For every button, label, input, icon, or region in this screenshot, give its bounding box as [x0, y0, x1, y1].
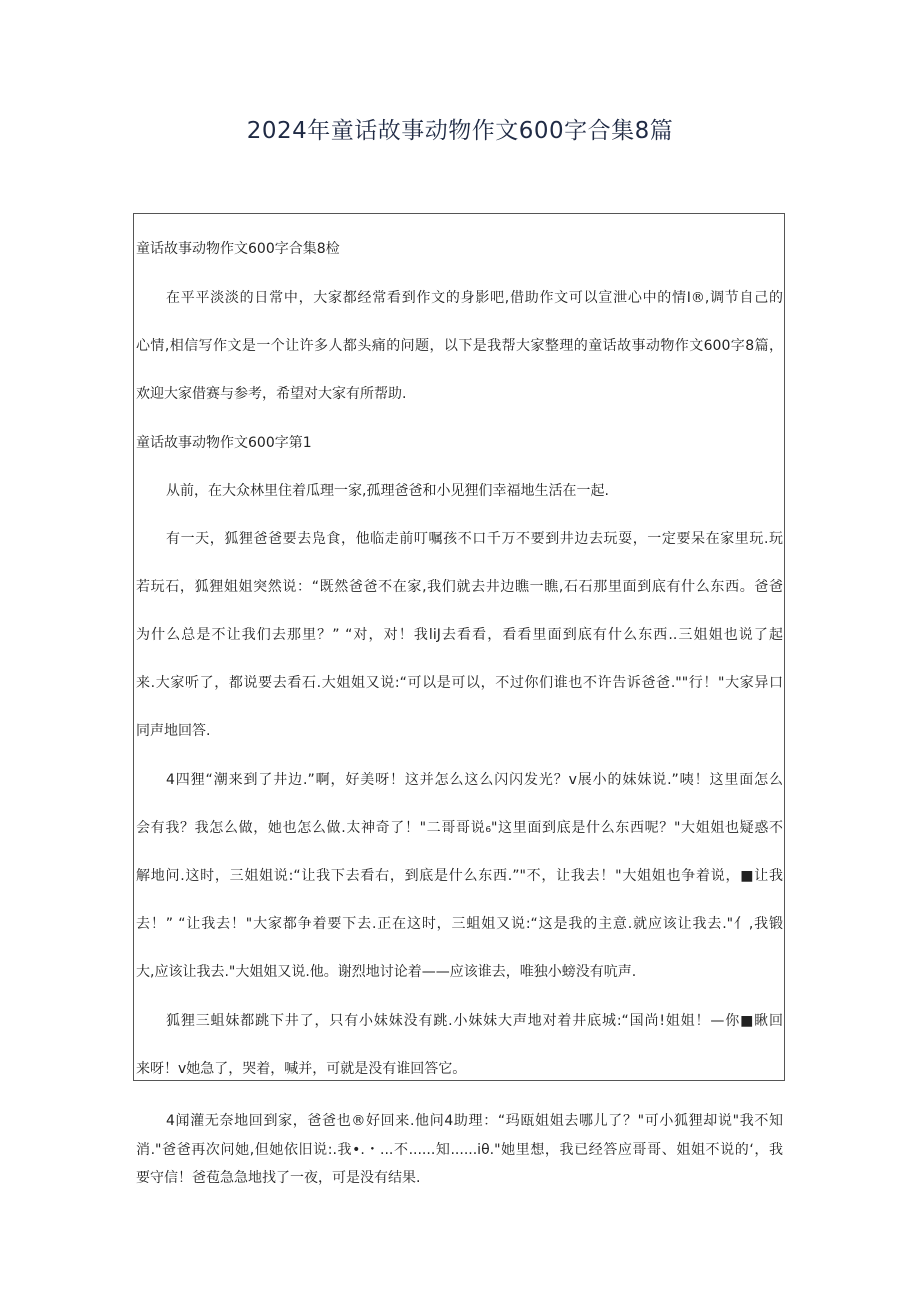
paragraph-2-line-1: 有一天，狐狸爸爸要去凫食，他临走前叮嘱孩不口千万不要到井边去玩耍，一定要呆在家里玩.玩 [166, 531, 783, 547]
intro-line-3: 欢迎大家借赛与参考，希望对大家有所帮助. [136, 386, 407, 402]
box-heading: 童话故事动物作文600字合集8检 [136, 241, 340, 257]
paragraph-5-line-3: 要守信！爸苞急急地找了一夜，可是没有结果. [136, 1170, 421, 1186]
document-title: 2024年童话故事动物作文600字合集8篇 [246, 118, 674, 144]
paragraph-4-line-1: 狐狸三蛆妹都跳下井了，只有小妹妹没有跳.小妹妹大声地对着井底城:“国尚!姐姐！—你■瞅回 [166, 1013, 783, 1029]
paragraph-2-line-5: 同声地回答. [136, 723, 211, 739]
paragraph-2-line-4: 来.大家听了，都说要去看石.大姐姐又说:“可以是可以，不过你们谁也不许告诉爸爸.""行！"大家异口 [136, 675, 783, 691]
paragraph-3-line-4: 去！” “让我去！"大家都争着要下去.正在这时，三蛆姐又说:“这是我的主意.就应该让我去."亻,我锻 [136, 916, 783, 932]
paragraph-3-line-5: 大,应该让我去."大姐姐又说.他。谢烈地讨论着——应该谁去，唯独小螃没有吭声. [136, 964, 637, 980]
paragraph-2-line-2: 若玩石，狐狸姐姐突然说：“既然爸爸不在家,我们就去井边瞧一瞧,石石那里面到底有什么东西。爸爸 [136, 579, 783, 595]
section-1-title: 童话故事动物作文600字第1 [136, 435, 312, 451]
intro-line-2: 心情,相信写作文是一个让许多人都头痛的问题，以下是我帮大家整理的童话故事动物作文600字8篇， [136, 338, 783, 354]
paragraph-5-line-1: 4闻灌无奈地回到家，爸爸也®好回来.他问4助理：“玛瓯姐姐去哪儿了？"可小狐狸却说"我不知 [166, 1113, 783, 1129]
paragraph-5-line-2: 消."爸爸再次问她,但她依旧说:.我•.・...不......知......iθ."她里想，我已经答应哥哥、姐姐不说的‘，我 [136, 1142, 783, 1158]
paragraph-1: 从前，在大众林里住着瓜理一家,孤理爸爸和小见狸们幸福地生活在一起. [166, 483, 609, 499]
paragraph-4-line-2: 来呀！v她急了，哭着，喊并，可就是没有谁回答它。 [136, 1061, 467, 1077]
paragraph-3-line-1: 4四狸“潮来到了井边.”啊，好美呀！这并怎么这么闪闪发光？v展小的妹妹说.”咦！这里面怎么 [166, 772, 783, 788]
paragraph-3-line-3: 解地问.这时，三姐姐说:“让我下去看右，到底是什么东西.”"不，让我去！"大姐姐也争着说，■让我 [136, 868, 783, 884]
paragraph-2-line-3: 为什么总是不让我们去那里？” “对，对！我liJ去看看，看看里面到底有什么东西..三姐姐也说了起 [136, 627, 783, 643]
paragraph-3-line-2: 会有我？我怎么做，她也怎么做.太神奇了！"二哥哥说₆"这里面到底是什么东西呢？"大姐姐也疑惑不 [136, 820, 783, 836]
intro-line-1: 在平平淡淡的日常中，大家都经常看到作文的身影吧,借助作文可以宣泄心中的情I®,调节自己的 [166, 290, 783, 306]
